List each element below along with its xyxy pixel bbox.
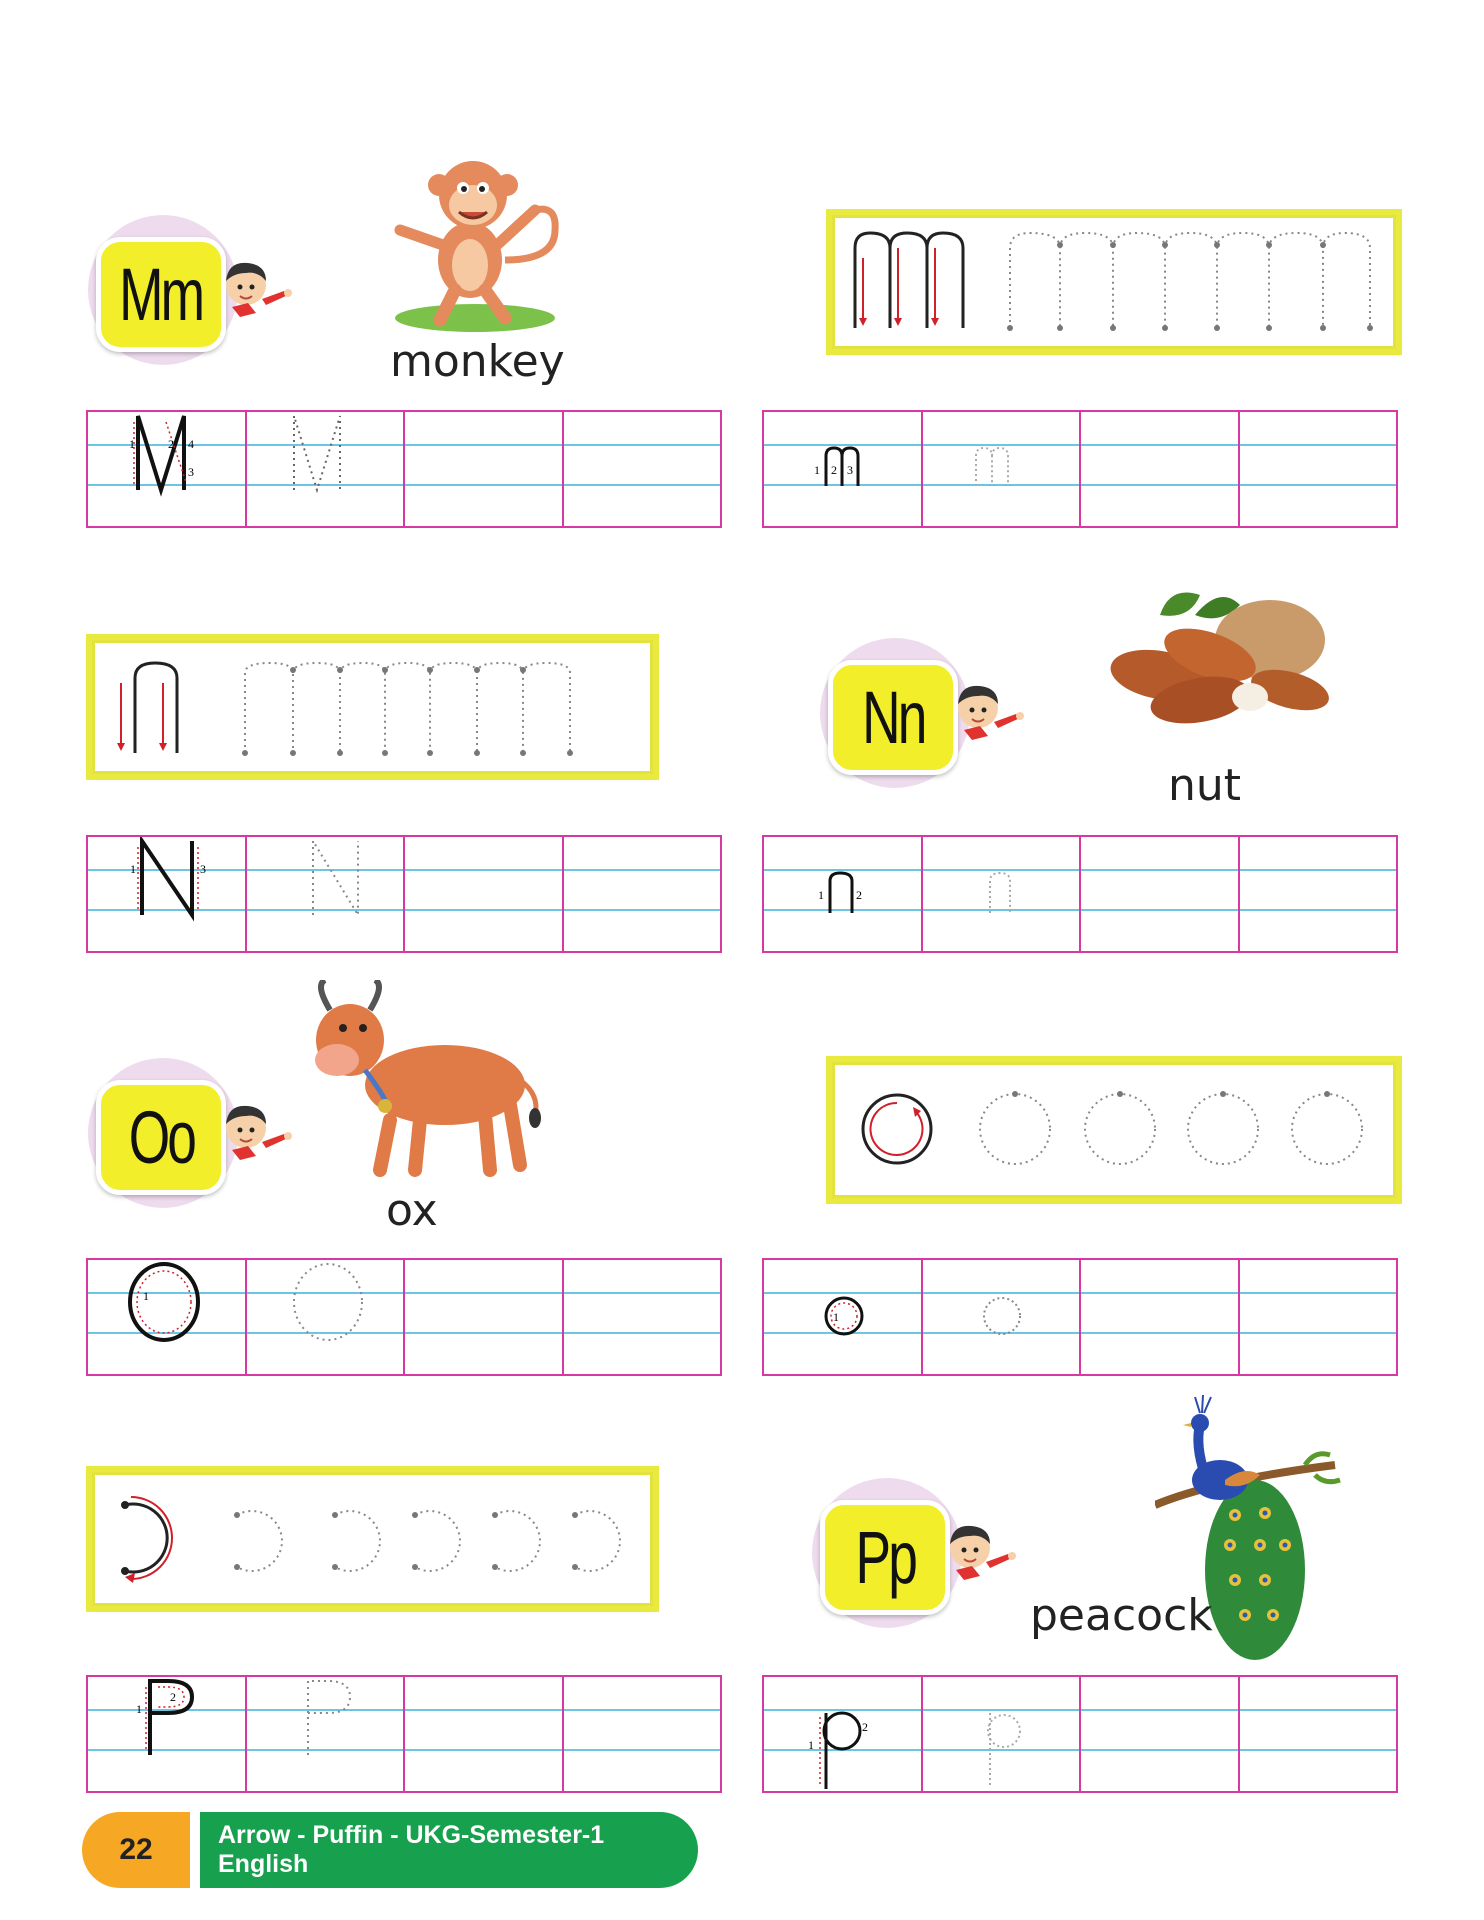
ox-illustration — [295, 980, 545, 1180]
o-pattern-trace — [835, 1065, 1393, 1195]
small-p-trace — [764, 1677, 1400, 1795]
book-title: Arrow - Puffin - UKG-Semester-1 English — [200, 1812, 698, 1888]
boy-mascot-icon — [218, 1098, 298, 1168]
small-o-trace — [764, 1260, 1400, 1378]
stroke-number: 2 — [831, 463, 837, 477]
letter-badge-m — [88, 215, 308, 365]
capital-n-trace — [88, 837, 724, 955]
writing-grid-small-p — [762, 1675, 1398, 1793]
pattern-box-o — [832, 1062, 1396, 1198]
boy-mascot-icon — [942, 1518, 1022, 1588]
stroke-number: 2 — [168, 437, 174, 451]
stroke-number: 2 — [170, 1690, 176, 1704]
letter-badge-o — [88, 1058, 308, 1208]
badge-letter: Nn — [861, 676, 925, 759]
letter-badge-p — [812, 1478, 1032, 1628]
badge-tile — [96, 1080, 226, 1195]
capital-o-trace — [88, 1260, 724, 1378]
badge-tile — [96, 237, 226, 352]
stroke-number: 1 — [129, 437, 135, 451]
stroke-number: 3 — [188, 465, 194, 479]
letter-badge-n — [820, 638, 1040, 788]
badge-tile — [820, 1500, 950, 1615]
stroke-number: 1 — [818, 888, 824, 902]
capital-p-trace — [88, 1677, 724, 1795]
writing-grid-capital-p — [86, 1675, 722, 1793]
pattern-box-p — [92, 1472, 653, 1606]
word-label: nut — [1168, 760, 1242, 811]
badge-tile — [828, 660, 958, 775]
p-pattern-trace — [95, 1475, 650, 1603]
writing-grid-capital-o — [86, 1258, 722, 1376]
stroke-number: 3 — [200, 862, 206, 876]
writing-grid-capital-m — [86, 410, 722, 528]
stroke-number: 2 — [862, 1720, 868, 1734]
stroke-number: 3 — [847, 463, 853, 477]
word-label: monkey — [390, 336, 565, 387]
writing-grid-small-m — [762, 410, 1398, 528]
badge-letter: Mm — [119, 253, 203, 336]
almonds-illustration — [1100, 585, 1330, 735]
stroke-number: 1 — [833, 1310, 839, 1324]
pattern-box-n — [92, 640, 653, 774]
word-label: peacock — [1030, 1590, 1213, 1641]
stroke-number: 1 — [136, 1702, 142, 1716]
stroke-number: 2 — [856, 888, 862, 902]
page-number: 22 — [82, 1812, 190, 1888]
word-label: ox — [386, 1185, 438, 1236]
stroke-number: 1 — [130, 862, 136, 876]
writing-grid-small-o — [762, 1258, 1398, 1376]
stroke-number: 1 — [814, 463, 820, 477]
small-m-trace — [764, 412, 1400, 530]
monkey-illustration — [385, 150, 575, 340]
badge-letter: Pp — [855, 1516, 915, 1599]
n-pattern-trace — [95, 643, 650, 771]
stroke-number: 1 — [143, 1289, 149, 1303]
badge-letter: Oo — [128, 1096, 194, 1179]
stroke-number: 4 — [188, 437, 194, 451]
boy-mascot-icon — [950, 678, 1030, 748]
stroke-number: 1 — [808, 1738, 814, 1752]
capital-m-trace — [88, 412, 724, 530]
m-pattern-trace — [835, 218, 1393, 346]
small-n-trace — [764, 837, 1400, 955]
boy-mascot-icon — [218, 255, 298, 325]
pattern-box-m — [832, 215, 1396, 349]
writing-grid-capital-n — [86, 835, 722, 953]
writing-grid-small-n — [762, 835, 1398, 953]
